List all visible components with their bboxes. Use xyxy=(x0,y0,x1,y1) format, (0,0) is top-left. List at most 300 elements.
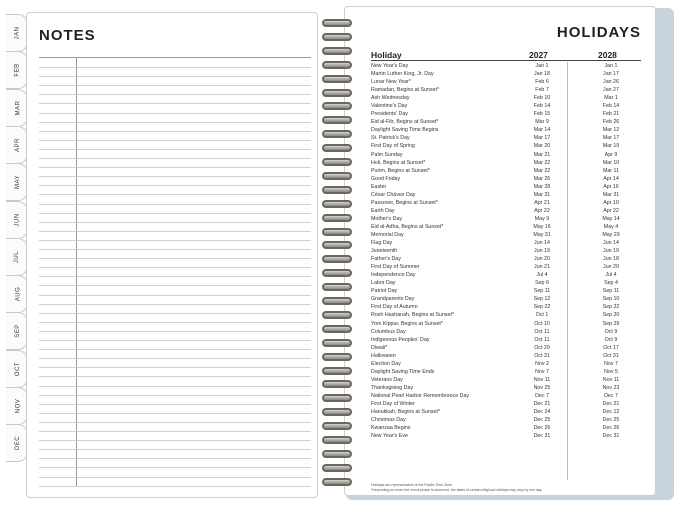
notes-line xyxy=(39,295,311,296)
spiral-coil xyxy=(318,296,358,307)
holiday-row xyxy=(371,86,643,94)
holiday-row xyxy=(371,110,643,118)
holiday-row xyxy=(371,279,643,287)
spiral-coil xyxy=(318,129,358,140)
notes-line xyxy=(39,367,311,368)
notes-line xyxy=(39,176,311,177)
month-tab-may[interactable] xyxy=(6,163,28,201)
holiday-row xyxy=(371,255,643,263)
holiday-date-2027: Mar 20 xyxy=(533,143,551,150)
spiral-coil xyxy=(318,46,358,57)
holiday-date-2028: May 29 xyxy=(602,231,620,238)
holiday-row xyxy=(371,376,643,384)
notes-line xyxy=(39,276,311,277)
month-tab-label: AUG xyxy=(15,286,22,302)
holiday-date-2027: Oct 1 xyxy=(535,312,549,319)
spiral-coil xyxy=(318,421,358,432)
holiday-row xyxy=(371,134,643,142)
holiday-date-2027: Sep 22 xyxy=(533,304,551,311)
holiday-row xyxy=(371,175,643,183)
holiday-date-2028: Dec 21 xyxy=(602,400,620,407)
notes-line xyxy=(39,240,311,241)
notes-line xyxy=(39,313,311,314)
spiral-coil xyxy=(318,324,358,335)
holiday-name: Earth Day xyxy=(371,207,395,214)
holiday-row xyxy=(371,352,643,360)
holiday-name: Diwali* xyxy=(371,344,388,351)
holiday-date-2027: Apr 22 xyxy=(534,207,550,214)
holiday-date-2028: Apr 14 xyxy=(603,175,619,182)
year2-column-header: 2028 xyxy=(598,50,617,60)
holiday-name: Election Day xyxy=(371,360,401,367)
holiday-name: Hanukkah, Begins at Sunset* xyxy=(371,409,440,416)
holiday-row xyxy=(371,223,643,231)
month-tab-jun[interactable] xyxy=(6,201,28,239)
notes-line xyxy=(39,285,311,286)
holiday-date-2027: Mar 17 xyxy=(533,135,551,142)
month-tab-label: JUN xyxy=(14,212,21,227)
holiday-date-2028: Mar 1 xyxy=(604,95,618,102)
notes-line xyxy=(39,395,311,396)
spiral-coil xyxy=(318,88,358,99)
notes-line xyxy=(39,422,311,423)
holiday-name: Memorial Day xyxy=(371,231,404,238)
holiday-date-2027: Jan 1 xyxy=(535,63,549,69)
holiday-name: New Year's Day xyxy=(371,63,409,69)
notes-line xyxy=(39,440,311,441)
month-tab-jan[interactable] xyxy=(6,14,28,52)
spiral-coil xyxy=(318,32,358,43)
month-tab-label: MAR xyxy=(15,100,22,116)
holiday-row xyxy=(371,263,643,271)
notes-line xyxy=(39,76,311,77)
holiday-date-2028: Jun 19 xyxy=(603,248,619,255)
holiday-date-2027: Nov 25 xyxy=(533,384,551,391)
holiday-date-2028: Mar 12 xyxy=(602,127,620,134)
holiday-date-2027: Sep 6 xyxy=(535,280,549,287)
holiday-name: Columbus Day xyxy=(371,328,406,335)
holiday-date-2027: May 9 xyxy=(534,215,550,222)
holiday-date-2028: Mar 19 xyxy=(602,143,620,150)
holiday-row xyxy=(371,392,643,400)
holiday-date-2027: May 31 xyxy=(533,231,551,238)
notes-line xyxy=(39,322,311,323)
notes-line xyxy=(39,131,311,132)
holiday-date-2028: Jan 26 xyxy=(603,79,619,86)
holiday-row xyxy=(371,400,643,408)
holiday-date-2028: Jan 1 xyxy=(604,63,618,69)
holiday-date-2027: Nov 7 xyxy=(535,368,549,375)
notes-title: NOTES xyxy=(39,27,96,44)
spiral-coil xyxy=(318,268,358,279)
holiday-date-2028: Sep 29 xyxy=(602,320,620,327)
notes-line xyxy=(39,477,311,478)
holiday-date-2028: Jan 17 xyxy=(603,71,619,78)
spiral-coil xyxy=(318,143,358,154)
month-tab-sep[interactable] xyxy=(6,312,28,350)
notes-line xyxy=(39,204,311,205)
holiday-date-2028: Oct 31 xyxy=(603,352,619,359)
holiday-row xyxy=(371,183,643,191)
notes-line xyxy=(39,222,311,223)
holiday-date-2028: Sep 10 xyxy=(602,296,620,303)
holiday-row xyxy=(371,271,643,279)
holiday-name: First Day of Autumn xyxy=(371,304,418,311)
spiral-coil xyxy=(318,435,358,446)
holiday-name: Grandparents Day xyxy=(371,296,415,303)
holiday-date-2027: Sep 11 xyxy=(533,288,551,295)
holiday-name: Halloween xyxy=(371,352,396,359)
holiday-row xyxy=(371,118,643,126)
notes-header-rule xyxy=(39,57,311,58)
notes-line xyxy=(39,103,311,104)
holiday-name: Kwanzaa Begins xyxy=(371,425,411,432)
spiral-coil xyxy=(318,379,358,390)
holiday-row xyxy=(371,320,643,328)
notes-line xyxy=(39,113,311,114)
notes-line xyxy=(39,94,311,95)
holiday-date-2027: Oct 29 xyxy=(534,344,550,351)
month-tab-oct[interactable] xyxy=(6,350,28,388)
holiday-name: First Day of Summer xyxy=(371,264,420,271)
holiday-date-2028: May 14 xyxy=(602,215,620,222)
notes-line xyxy=(39,67,311,68)
holiday-date-2028: Dec 31 xyxy=(602,433,620,440)
holiday-name: Passover, Begins at Sunset* xyxy=(371,199,438,206)
spiral-coil xyxy=(318,185,358,196)
month-tabs xyxy=(6,12,28,498)
spiral-coil xyxy=(318,254,358,265)
holiday-row xyxy=(371,311,643,319)
holiday-row xyxy=(371,432,643,440)
holiday-date-2028: Nov 23 xyxy=(602,384,620,391)
holiday-date-2028: Feb 14 xyxy=(602,103,620,110)
holiday-row xyxy=(371,215,643,223)
holiday-row xyxy=(371,142,643,150)
holiday-date-2027: Mar 21 xyxy=(533,151,551,158)
holiday-date-2028: Sep 20 xyxy=(602,312,620,319)
holiday-date-2027: Mar 14 xyxy=(533,127,551,134)
spiral-coil xyxy=(318,199,358,210)
holiday-date-2027: Apr 21 xyxy=(534,199,550,206)
holiday-date-2027: Oct 11 xyxy=(534,336,550,343)
notes-line xyxy=(39,213,311,214)
holiday-row xyxy=(371,328,643,336)
month-tab-label: APR xyxy=(14,137,21,152)
holiday-row xyxy=(371,62,643,70)
holiday-name: Veterans Day xyxy=(371,376,403,383)
month-tab-label: JUL xyxy=(14,250,21,263)
month-tab-label: MAY xyxy=(15,175,22,190)
holiday-date-2027: Mar 22 xyxy=(533,167,551,174)
holiday-date-2028: Nov 5 xyxy=(604,368,618,375)
notes-line xyxy=(39,386,311,387)
notes-line xyxy=(39,267,311,268)
month-tab-label: JAN xyxy=(14,26,21,40)
spiral-coil xyxy=(318,282,358,293)
holiday-date-2028: Apr 16 xyxy=(603,183,619,190)
holiday-row xyxy=(371,368,643,376)
holiday-date-2028: Nov 7 xyxy=(604,360,618,367)
notes-line xyxy=(39,85,311,86)
spiral-coil xyxy=(318,407,358,418)
holiday-name: Eid al-Fitr, Begins at Sunset* xyxy=(371,119,439,126)
month-tab-label: SEP xyxy=(14,324,21,339)
holiday-date-2028: Sep 11 xyxy=(602,288,620,295)
holiday-date-2027: Nov 11 xyxy=(533,376,551,383)
holiday-date-2027: Oct 11 xyxy=(534,328,550,335)
holiday-name: Presidents' Day xyxy=(371,111,408,118)
spiral-coil xyxy=(318,393,358,404)
holiday-date-2028: Oct 17 xyxy=(603,344,619,351)
holiday-date-2027: Mar 26 xyxy=(533,175,551,182)
holiday-date-2028: Apr 9 xyxy=(604,151,618,158)
holiday-name: Father's Day xyxy=(371,256,401,263)
holiday-date-2027: Feb 7 xyxy=(535,87,549,94)
notes-line xyxy=(39,185,311,186)
holiday-name: First Day of Winter xyxy=(371,400,415,407)
holiday-date-2027: Jun 19 xyxy=(534,248,550,255)
holiday-name: Indigenous Peoples' Day xyxy=(371,336,430,343)
holiday-date-2028: May 4 xyxy=(603,223,619,230)
holiday-date-2027: Mar 31 xyxy=(533,191,551,198)
holiday-name: Labor Day xyxy=(371,280,396,287)
holiday-date-2028: Dec 12 xyxy=(602,409,620,416)
notes-line xyxy=(39,331,311,332)
spiral-coil xyxy=(318,366,358,377)
holiday-date-2027: Feb 15 xyxy=(533,111,551,118)
month-tab-aug[interactable] xyxy=(6,275,28,313)
holiday-date-2028: Apr 22 xyxy=(603,207,619,214)
notes-line xyxy=(39,404,311,405)
holiday-name: Lunar New Year* xyxy=(371,79,411,86)
holiday-row xyxy=(371,287,643,295)
month-tab-mar[interactable] xyxy=(6,89,28,127)
month-tab-nov[interactable] xyxy=(6,387,28,425)
holiday-row xyxy=(371,167,643,175)
holiday-date-2027: Mar 28 xyxy=(533,183,551,190)
holiday-row xyxy=(371,70,643,78)
holiday-row xyxy=(371,94,643,102)
month-tab-label: FEB xyxy=(14,63,21,77)
notes-line xyxy=(39,149,311,150)
holiday-name: Purim, Begins at Sunset* xyxy=(371,167,430,174)
holidays-header-rule xyxy=(371,60,641,61)
holiday-row xyxy=(371,303,643,311)
holiday-name: César Chávez Day xyxy=(371,191,416,198)
holiday-date-2027: Jan 18 xyxy=(534,71,550,78)
spiral-coil xyxy=(318,227,358,238)
holiday-row xyxy=(371,360,643,368)
holiday-date-2028: Feb 26 xyxy=(602,119,620,126)
holiday-date-2027: Jun 21 xyxy=(534,264,550,271)
holiday-date-2028: Sep 4 xyxy=(604,280,618,287)
holiday-date-2028: Sep 22 xyxy=(602,304,620,311)
spiral-coil xyxy=(318,310,358,321)
holiday-name: Independence Day xyxy=(371,272,416,279)
holiday-date-2027: Feb 6 xyxy=(535,79,549,86)
holiday-date-2027: Mar 9 xyxy=(535,119,549,126)
holiday-date-2027: Oct 10 xyxy=(534,320,550,327)
notes-line xyxy=(39,122,311,123)
notes-line xyxy=(39,249,311,250)
holiday-name: Valentine's Day xyxy=(371,103,408,110)
holiday-date-2028: Dec 26 xyxy=(602,425,620,432)
holiday-name: Daylight Saving Time Begins xyxy=(371,127,439,134)
notes-line xyxy=(39,486,311,487)
holiday-row xyxy=(371,247,643,255)
holiday-row xyxy=(371,336,643,344)
holiday-column-header: Holiday xyxy=(371,50,402,60)
holiday-row xyxy=(371,102,643,110)
holiday-name: Palm Sunday xyxy=(371,151,403,158)
notes-line xyxy=(39,449,311,450)
holiday-date-2027: Jun 14 xyxy=(534,240,550,247)
holiday-name: Martin Luther King, Jr. Day xyxy=(371,71,434,78)
month-tab-dec[interactable] xyxy=(6,424,28,462)
holiday-row xyxy=(371,295,643,303)
holiday-date-2028: Mar 10 xyxy=(602,159,620,166)
holiday-date-2027: Dec 21 xyxy=(533,400,551,407)
notes-line xyxy=(39,467,311,468)
holiday-date-2028: Apr 10 xyxy=(603,199,619,206)
spiral-coil xyxy=(318,352,358,363)
notes-line xyxy=(39,458,311,459)
holiday-name: Christmas Day xyxy=(371,417,406,424)
holiday-row xyxy=(371,78,643,86)
spiral-coil xyxy=(318,449,358,460)
holiday-name: Rosh Hashanah, Begins at Sunset* xyxy=(371,312,455,319)
holiday-date-2028: Feb 21 xyxy=(602,111,620,118)
spiral-coil xyxy=(318,101,358,112)
holiday-row xyxy=(371,344,643,352)
holiday-name: Holi, Begins at Sunset* xyxy=(371,159,426,166)
holiday-date-2027: Sep 12 xyxy=(533,296,551,303)
holiday-name: Patriot Day xyxy=(371,288,398,295)
notes-line xyxy=(39,376,311,377)
month-tab-label: DEC xyxy=(15,436,22,451)
holiday-name: Thanksgiving Day xyxy=(371,384,414,391)
holiday-date-2027: Oct 31 xyxy=(534,352,550,359)
holiday-date-2027: Dec 7 xyxy=(535,392,549,399)
notes-line xyxy=(39,358,311,359)
spiral-coil xyxy=(318,171,358,182)
holidays-title: HOLIDAYS xyxy=(556,24,641,41)
holiday-name: Good Friday xyxy=(371,175,401,182)
holiday-row xyxy=(371,191,643,199)
holiday-row xyxy=(371,151,643,159)
spiral-coil xyxy=(318,157,358,168)
holidays-page xyxy=(344,6,656,496)
holiday-row xyxy=(371,239,643,247)
holiday-name: Juneteenth xyxy=(371,248,398,255)
holiday-name: St. Patrick's Day xyxy=(371,135,410,142)
spiral-coil xyxy=(318,463,358,474)
notes-line xyxy=(39,431,311,432)
holiday-date-2027: Dec 26 xyxy=(533,425,551,432)
notes-line xyxy=(39,194,311,195)
month-tab-feb[interactable] xyxy=(6,51,28,89)
holiday-row xyxy=(371,231,643,239)
notes-line xyxy=(39,167,311,168)
holiday-date-2027: Feb 10 xyxy=(533,95,551,102)
month-tab-label: OCT xyxy=(15,361,22,376)
month-tab-jul[interactable] xyxy=(6,238,28,276)
holiday-date-2027: Nov 2 xyxy=(535,360,549,367)
spiral-coil xyxy=(318,213,358,224)
holiday-row xyxy=(371,384,643,392)
holiday-date-2028: Mar 11 xyxy=(602,167,620,174)
spiral-coil xyxy=(318,115,358,126)
holiday-date-2028: Mar 31 xyxy=(602,191,620,198)
spiral-coil xyxy=(318,60,358,71)
spiral-coil xyxy=(318,338,358,349)
holiday-date-2028: Nov 11 xyxy=(602,376,620,383)
holidays-footnote-2: *Depending on when the check phase is observed, the dates of certain religious holidays may vary by one day. xyxy=(371,488,543,492)
holiday-date-2028: Mar 17 xyxy=(602,135,620,142)
holiday-row xyxy=(371,126,643,134)
holiday-date-2027: May 16 xyxy=(533,223,551,230)
holiday-row xyxy=(371,416,643,424)
year1-column-header: 2027 xyxy=(529,50,548,60)
holiday-date-2028: Oct 9 xyxy=(604,336,618,343)
holiday-date-2027: Dec 31 xyxy=(533,433,551,440)
holidays-table xyxy=(371,62,643,440)
holiday-date-2028: Jan 27 xyxy=(603,87,619,94)
holidays-footnote-1: Holidays are representative of the Pacific Time Zone. xyxy=(371,483,454,487)
notes-line xyxy=(39,158,311,159)
notes-line xyxy=(39,340,311,341)
holiday-name: National Pearl Harbor Remembrance Day xyxy=(371,392,470,399)
spiral-coil xyxy=(318,477,358,488)
holiday-name: Eid al-Adha, Begins at Sunset* xyxy=(371,223,444,230)
holiday-date-2028: Jun 20 xyxy=(603,264,619,271)
holiday-date-2027: Feb 14 xyxy=(533,103,551,110)
holiday-date-2028: Oct 9 xyxy=(604,328,618,335)
holiday-date-2028: Jun 14 xyxy=(603,240,619,247)
holiday-date-2028: Jul 4 xyxy=(605,272,617,279)
notes-line xyxy=(39,413,311,414)
holiday-name: Yom Kippur, Begins at Sunset* xyxy=(371,320,443,327)
holiday-date-2027: Jun 20 xyxy=(534,256,550,263)
spiral-coil xyxy=(318,240,358,251)
notes-line xyxy=(39,258,311,259)
holiday-name: New Year's Eve xyxy=(371,433,408,440)
holiday-row xyxy=(371,199,643,207)
holiday-date-2028: Jun 18 xyxy=(603,256,619,263)
holiday-date-2028: Dec 7 xyxy=(604,392,618,399)
notes-line xyxy=(39,304,311,305)
holiday-date-2027: Dec 25 xyxy=(533,417,551,424)
holiday-name: Easter xyxy=(371,183,387,190)
holiday-date-2028: Dec 25 xyxy=(602,417,620,424)
holiday-row xyxy=(371,207,643,215)
holiday-name: Daylight Saving Time Ends xyxy=(371,368,435,375)
holiday-name: Mother's Day xyxy=(371,215,403,222)
month-tab-apr[interactable] xyxy=(6,126,28,164)
notes-page xyxy=(26,12,318,498)
holiday-date-2027: Mar 22 xyxy=(533,159,551,166)
holiday-row xyxy=(371,408,643,416)
holiday-name: Ash Wednesday xyxy=(371,95,410,102)
spiral-coil xyxy=(318,18,358,29)
holiday-date-2027: Jul 4 xyxy=(536,272,548,279)
spiral-binding xyxy=(318,18,358,498)
notes-line xyxy=(39,231,311,232)
holiday-name: Flag Day xyxy=(371,240,393,247)
holiday-row xyxy=(371,424,643,432)
spiral-coil xyxy=(318,74,358,85)
